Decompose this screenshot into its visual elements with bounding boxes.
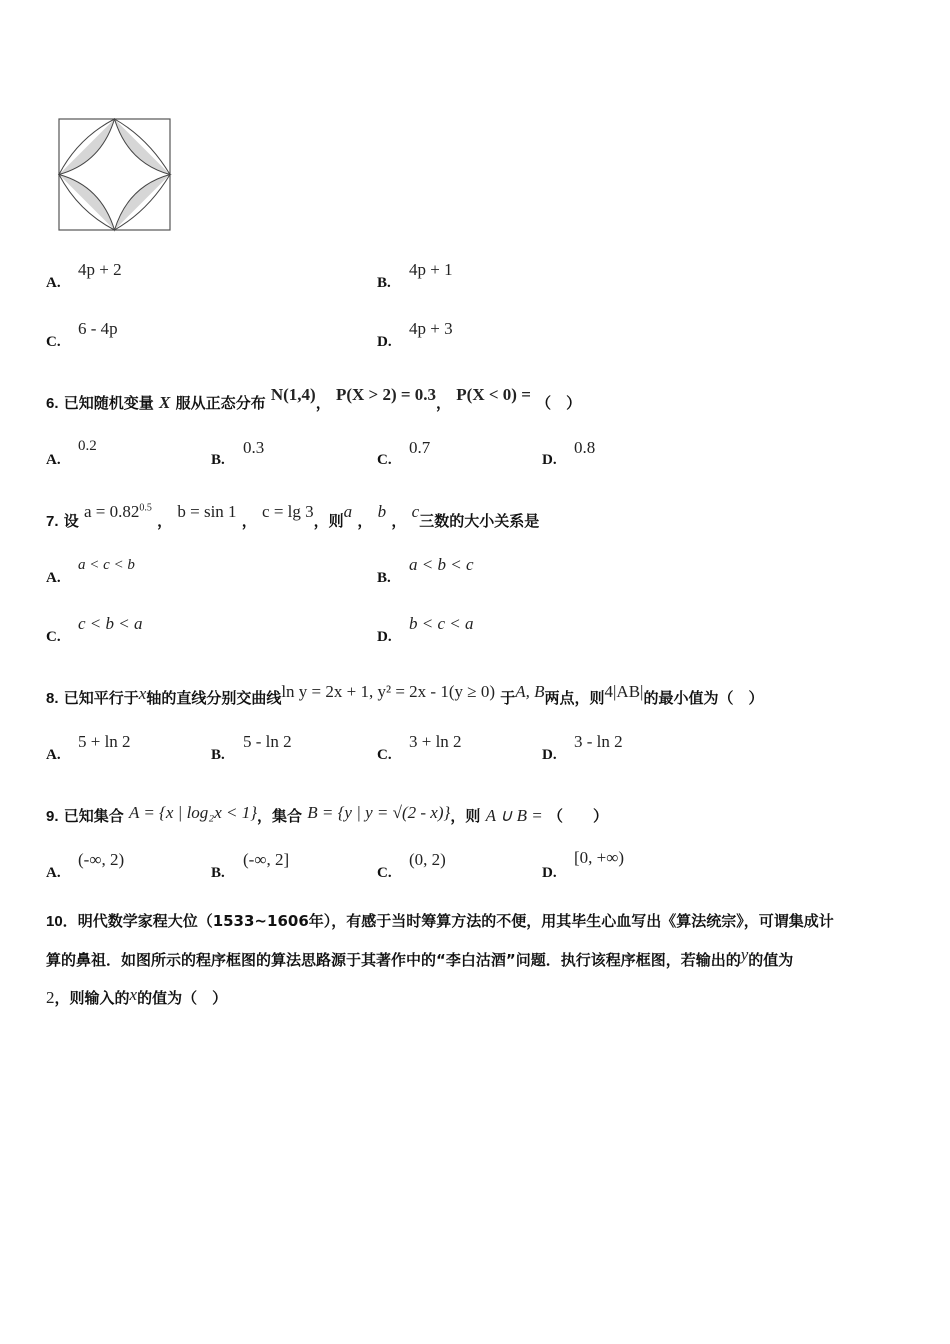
q7-text: ，则 bbox=[313, 512, 344, 530]
question-9-stem bbox=[46, 805, 608, 826]
q9-ask: A ∪ B = bbox=[485, 806, 543, 825]
q6-option-b-value: 0.3 bbox=[243, 438, 265, 457]
question-10-stem bbox=[46, 902, 906, 1017]
q6-option-b-label: B. bbox=[211, 452, 225, 468]
q10-x: x bbox=[129, 985, 138, 1004]
q8-expr: 4|AB| bbox=[604, 682, 644, 701]
q7-b-expr: b = sin 1 bbox=[177, 502, 237, 521]
q7-a-expr bbox=[84, 502, 152, 521]
q7-option-c-label: C. bbox=[46, 629, 61, 645]
q8-option-a-value: 5 + ln 2 bbox=[78, 732, 131, 751]
q9-option-a-label: A. bbox=[46, 865, 61, 881]
q10-text: 明代数学家程大位（1533~1606年），有感于当时筹算方法的不便，用其毕生心血写出《算法统宗》，可谓集成计 bbox=[77, 912, 834, 930]
q8-text: 两点，则 bbox=[544, 689, 605, 707]
q10-line-1 bbox=[46, 902, 906, 941]
q6-sep: ， bbox=[436, 394, 452, 412]
question-7-stem bbox=[46, 502, 540, 531]
q10-text: 的值为（ ） bbox=[137, 989, 228, 1007]
q8-x: x bbox=[138, 684, 147, 703]
q7-option-b-label: B. bbox=[377, 570, 391, 586]
q10-two: 2 bbox=[46, 988, 55, 1007]
answer-blank: （ ） bbox=[536, 394, 582, 412]
q7-c-expr: c = lg 3 bbox=[262, 502, 314, 521]
q9-option-d-label: D. bbox=[542, 865, 557, 881]
q7-b: b bbox=[377, 502, 387, 521]
q8-option-b-value: 5 - ln 2 bbox=[243, 732, 292, 751]
q8-curves: ln y = 2x + 1, y² = 2x - 1(y ≥ 0) bbox=[281, 682, 495, 701]
q9-set-b: B = {y | y = √(2 - x)} bbox=[307, 803, 451, 822]
question-number: 7. bbox=[46, 513, 59, 530]
q7-sep: ， bbox=[241, 512, 257, 530]
q9-option-c-label: C. bbox=[377, 865, 392, 881]
q10-text: 的值为 bbox=[748, 951, 794, 969]
q6-option-d-value: 0.8 bbox=[574, 438, 596, 457]
q9-option-c-value: (0, 2) bbox=[409, 850, 446, 869]
q7-option-a-label: A. bbox=[46, 570, 61, 586]
q8-text: 轴的直线分别交曲线 bbox=[146, 689, 282, 707]
q7-sep: ， bbox=[357, 512, 373, 530]
q7-text: 设 bbox=[63, 512, 79, 530]
q5-option-c-value: 6 - 4p bbox=[78, 319, 118, 338]
q6-option-d-label: D. bbox=[542, 452, 557, 468]
q9-option-d-value: [0, +∞) bbox=[574, 848, 625, 867]
q7-option-c-value: c < b < a bbox=[78, 614, 143, 633]
q8-option-b-label: B. bbox=[211, 747, 225, 763]
q7-option-d-value: b < c < a bbox=[409, 614, 474, 633]
q7-option-a-value: a < c < b bbox=[78, 557, 135, 573]
q10-text: 算的鼻祖．如图所示的程序框图的算法思路源于其著作中的“李白沽酒”问题．执行该程序框图，若输出的 bbox=[46, 951, 741, 969]
q8-text: 已知平行于 bbox=[63, 689, 139, 707]
question-number: 8. bbox=[46, 690, 59, 707]
q7-a-exponent: 0.5 bbox=[139, 502, 152, 514]
q9-option-b-label: B. bbox=[211, 865, 225, 881]
q7-a-base: a = 0.82 bbox=[84, 502, 140, 521]
q7-option-b-value: a < b < c bbox=[409, 555, 474, 574]
q8-option-d-value: 3 - ln 2 bbox=[574, 732, 623, 751]
q7-sep: ， bbox=[391, 512, 407, 530]
q5-option-a-value: 4p + 2 bbox=[78, 260, 122, 279]
q6-sep: ， bbox=[315, 394, 331, 412]
question-number: 9. bbox=[46, 808, 59, 825]
q6-option-a-label: A. bbox=[46, 452, 61, 468]
q8-option-d-label: D. bbox=[542, 747, 557, 763]
question-8-stem bbox=[46, 682, 764, 708]
q10-y: y bbox=[740, 945, 749, 964]
answer-blank: （ ） bbox=[547, 807, 608, 825]
q8-option-c-label: C. bbox=[377, 747, 392, 763]
q5-option-a-label: A. bbox=[46, 275, 61, 291]
question-6-stem bbox=[46, 385, 582, 413]
q7-option-d-label: D. bbox=[377, 629, 392, 645]
q6-text: 服从正态分布 bbox=[175, 394, 266, 412]
q5-option-c-label: C. bbox=[46, 334, 61, 350]
q8-points: A, B bbox=[515, 682, 545, 701]
q8-text: 的最小值为（ ） bbox=[643, 689, 764, 707]
q6-option-c-value: 0.7 bbox=[409, 438, 431, 457]
q6-distribution: N(1,4) bbox=[270, 385, 316, 404]
q5-option-b-value: 4p + 1 bbox=[409, 260, 453, 279]
q9-set-a: A = {x | log₂x < 1} bbox=[129, 803, 258, 822]
q6-option-c-label: C. bbox=[377, 452, 392, 468]
q9-option-a-value: (-∞, 2) bbox=[78, 850, 125, 869]
q8-option-c-value: 3 + ln 2 bbox=[409, 732, 462, 751]
q6-ask: P(X < 0) = bbox=[456, 385, 531, 404]
q6-condition: P(X > 2) = 0.3 bbox=[335, 385, 437, 404]
q5-option-d-label: D. bbox=[377, 334, 392, 350]
q6-variable: X bbox=[159, 393, 171, 412]
question-number: 10． bbox=[46, 913, 78, 930]
q9-text: ，集合 bbox=[257, 807, 303, 825]
q10-text: ，则输入的 bbox=[54, 989, 130, 1007]
q9-text: ，则 bbox=[450, 807, 481, 825]
q8-text: 于 bbox=[500, 689, 516, 707]
q9-text: 已知集合 bbox=[63, 807, 124, 825]
q5-option-b-label: B. bbox=[377, 275, 391, 291]
q7-c: c bbox=[411, 502, 420, 521]
question-number: 6. bbox=[46, 395, 59, 412]
q10-line-3 bbox=[46, 979, 906, 1017]
q6-text: 已知随机变量 bbox=[63, 394, 154, 412]
q7-text: 三数的大小关系是 bbox=[419, 512, 540, 530]
q8-option-a-label: A. bbox=[46, 747, 61, 763]
q6-option-a-value: 0.2 bbox=[78, 438, 97, 454]
q10-line-2 bbox=[46, 941, 906, 979]
q5-option-d-value: 4p + 3 bbox=[409, 319, 453, 338]
square-arcs-figure bbox=[58, 118, 172, 232]
q9-option-b-value: (-∞, 2] bbox=[243, 850, 290, 869]
q7-sep: ， bbox=[157, 512, 173, 530]
q7-a: a bbox=[343, 502, 353, 521]
